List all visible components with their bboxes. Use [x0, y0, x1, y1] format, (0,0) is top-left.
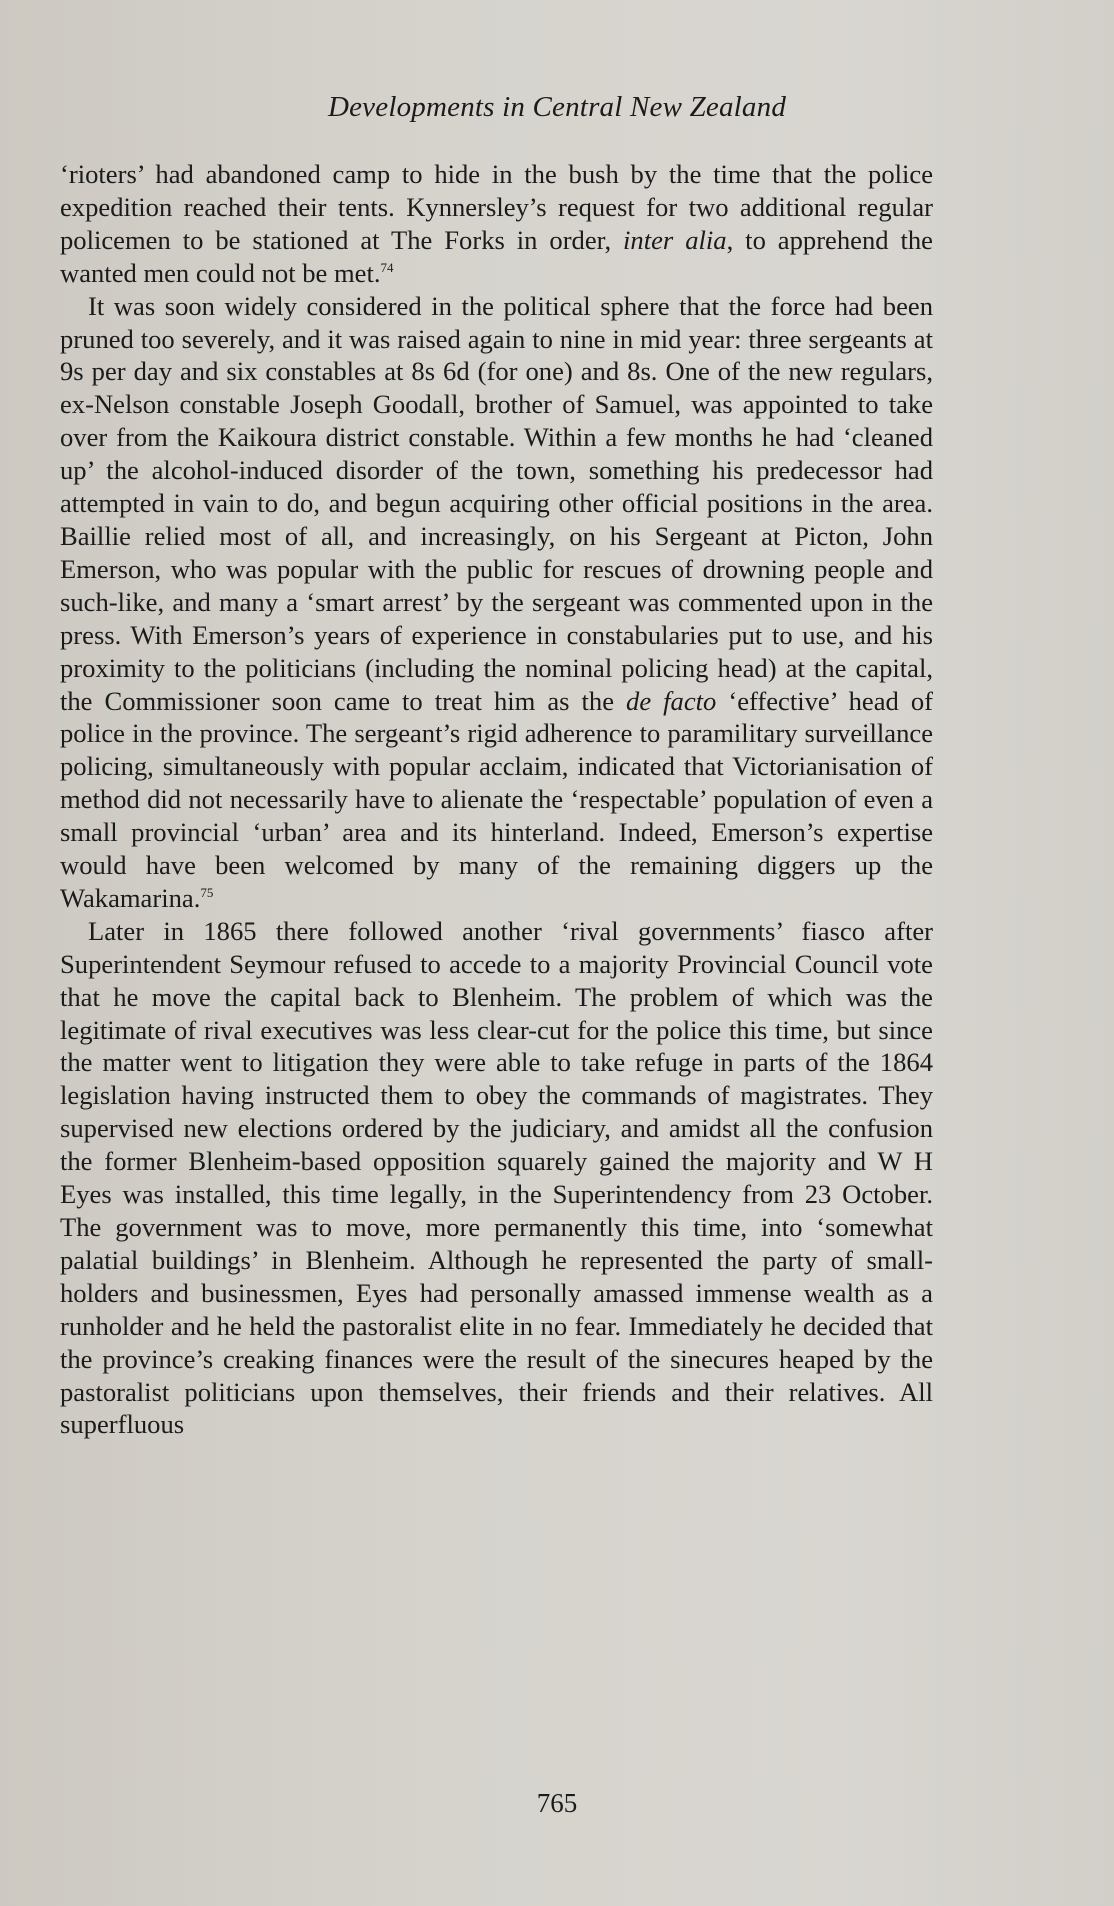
text-run: Later in 1865 there followed another ‘rival governments’ fiasco after Superintendent Seymour refused to accede to a majority Provincial Council vote that he move the capital back to Blenheim. The problem of which was the legitimate of rival executives was less clear-cut for the police this time, but since the matter went to litigation they were able to take refuge in parts of the 1864 legislation having instructed them to obey the commands of magistrates. They supervised new elections ordered by the judiciary, and amidst all the confusion the former Blenheim-based opposition squarely gained the majority and W H Eyes was installed, this time legally, in the Superintendency from 23 October. The government was to move, more permanently this time, into ‘somewhat palatial buildings’ in Blenheim. Although he represented the party of smallholders and businessmen, Eyes had personally amassed immense wealth as a runholder and he held the pastoralist elite in no fear. Immediately he decided that the province’s creaking finances were the result of the sinecures heaped by the pastoralist politicians upon themselves, their friends and their relatives. All superfluous: [60, 915, 933, 1440]
paragraph: [60, 158, 933, 290]
footnote-marker: 75: [200, 885, 214, 901]
italic-phrase: de facto: [626, 685, 717, 716]
text-run: ‘effective’ head of police in the province. The sergeant’s rigid adherence to paramilitary surveillance policing, simultaneously with popular acclaim, indicated that Victorianisation of method did not necessarily have to alienate the ‘respectable’ population of even a small provincial ‘urban’ area and its hinterland. Indeed, Emerson’s expertise would have been welcomed by many of the remaining diggers up the Wakamarina.: [60, 685, 933, 913]
italic-phrase: inter alia: [623, 224, 727, 255]
text-run: , to apprehend the wanted men could not be met.: [60, 224, 933, 288]
paragraph: [60, 915, 933, 1442]
body-text: [60, 158, 933, 1441]
page-number: 765: [536, 1788, 578, 1818]
running-head: Developments in Central New Zealand: [327, 91, 787, 123]
text-run: It was soon widely considered in the political sphere that the force had been pruned too severely, and it was raised again to nine in mid year: three sergeants at 9s per day and six constables at 8s 6d (for one) and 8s. One of the new regulars, ex-Nelson constable Joseph Goodall, brother of Samuel, was appointed to take over from the Kaikoura district constable. Within a few months he had ‘cleaned up’ the alcohol-induced disorder of the town, something his predecessor had attempted in vain to do, and begun acquiring other official positions in the area. Baillie relied most of all, and increasingly, on his Sergeant at Picton, John Emerson, who was popular with the public for rescues of drowning people and such-like, and many a ‘smart arrest’ by the sergeant was commented upon in the press. With Emerson’s years of experience in constabularies put to use, and his proximity to the politicians (including the nominal policing head) at the capital, the Commissioner soon came to treat him as the: [60, 290, 933, 716]
footnote-marker: 74: [380, 259, 394, 275]
paragraph: [60, 290, 933, 915]
text-run: ‘rioters’ had abandoned camp to hide in the bush by the time that the police expedition reached their tents. Kynnersley’s request for two additional regular policemen to be stationed at The Forks in order,: [60, 159, 933, 255]
